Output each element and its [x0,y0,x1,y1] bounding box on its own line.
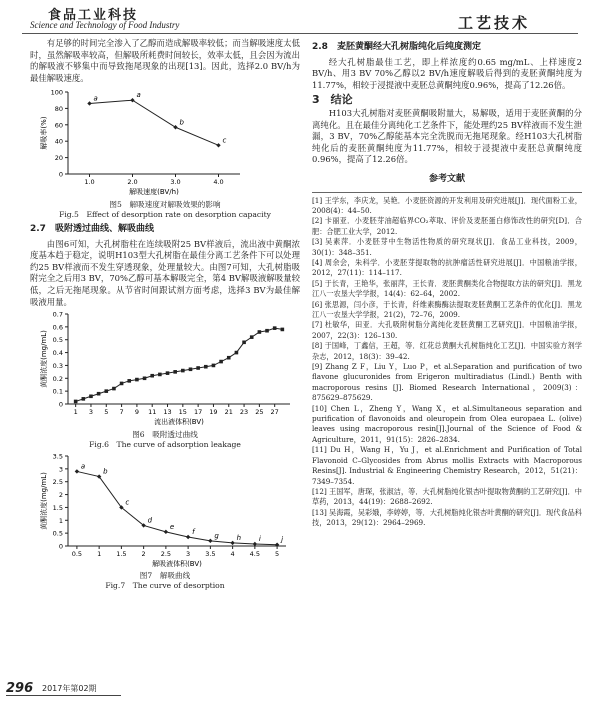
data-point [75,469,79,473]
x-tick-label: 1.5 [116,549,127,558]
data-label: a [80,462,86,471]
x-tick-label: 13 [163,408,172,417]
x-tick-label: 15 [178,408,187,417]
figure-6-caption-cn: 图6 吸附透过曲线 [132,429,198,439]
x-tick-label: 2.0 [127,178,138,187]
x-tick-label: 25 [255,408,264,417]
references-title: 参考文献 [428,173,465,184]
data-label: f [192,527,195,536]
x-tick-label: 7 [119,408,124,417]
x-axis-label: 解吸液体积(BV) [152,559,202,568]
x-tick-label: 1.0 [84,178,95,187]
data-point [253,541,257,545]
reference-item: [4] 周余会，朱科学．小麦胚芽提取物的抗肿瘤活性研究进展[J]．中国粮油学报，2012，27(11)：114–117. [312,257,582,278]
issue-label: 2017年第02期 [42,684,97,693]
figure-5-caption-en: Fig.5 Effect of desorption rate on desorption capacity [59,209,271,219]
y-tick-label: 80 [54,105,63,114]
figure-7-chart [30,450,300,568]
data-point [258,330,262,334]
y-tick-label: 40 [54,138,63,147]
data-label: i [258,534,261,543]
data-label: c [125,498,130,507]
x-tick-label: 3.0 [170,178,181,187]
y-tick-label: 0.6 [52,323,63,332]
data-point [87,102,91,106]
y-tick-label: 0.3 [52,362,63,371]
x-tick-label: 21 [224,408,233,417]
data-point [281,328,285,332]
x-tick-label: 4 [230,549,235,558]
reference-item: [3] 吴素萍．小麦胚芽中生物活性物质的研究现状[J]．食品工业科技，2009，30(1)：348–351. [312,237,582,257]
data-point [219,360,223,364]
data-point [120,382,124,386]
y-tick-label: 0.1 [52,387,63,396]
data-point [273,326,277,330]
data-point [186,535,190,539]
x-tick-label: 11 [148,408,157,417]
paragraph: 经大孔树脂最佳工艺，即上样浓度约0.65 mg/mL、上样速度2 BV/h、用3 BV 70%乙醇以2 BV/h速度解吸后得到的麦胚黄酮纯度为11.77%，相较于浸提液中麦胚总黄酮纯度0.96%，提高了12.26倍。 [312,56,582,90]
y-tick-label: 20 [54,154,63,163]
y-tick-label: 0 [58,170,63,179]
y-tick-label: 1.5 [52,503,63,512]
x-tick-label: 19 [209,408,218,417]
reference-item: [12] 王国军，唐琛，张淑洁，等．大孔树脂纯化银杏叶提取物黄酮的工艺研究[J]．中草药，2013，44(19)：2688–2692. [312,486,582,507]
series-line [90,101,219,146]
data-point [212,364,216,368]
reference-item: [5] 于长青，王艳华，张丽萍，王长青．麦胚黄酮类化合物提取方法的研究[J]．黑龙江八一农垦大学学报，14(4)：62–64，2002. [312,278,582,299]
figure-5-chart [30,84,300,196]
data-label: b [179,118,184,127]
data-point [164,529,168,533]
y-tick-label: 2 [58,490,63,499]
data-point [204,365,208,369]
reference-item: [7] 杜敏华，田亚．大孔吸附树脂分离纯化麦胚黄酮工艺研究[J]．中国粮油学报，2007，22(3)：126–130. [312,320,582,340]
paragraph: 有足够的时间完全渗入了乙醇而造成解吸率较低；而当解吸速度太低时，虽然解吸率较高，但解吸所耗费时间较长，效率太低，且会因为流出的解吸液不够集中而导致拖尾现象的出现[13]。因此，选择2.0 BV/h为最佳解吸速度。 [30,38,300,83]
data-label: d [147,516,153,525]
reference-item: [10] Chen L，Zheng Y，Wang X，et al.Simultaneous separation and purification of flavonoids and oleuropein from Olea europaea L. (olive) leaves using macroporous resin[J].Journal of the Science of Food & Agriculture，2011，91(15)：2826–2834. [312,403,582,444]
x-tick-label: 4.0 [213,178,224,187]
data-point [196,366,200,370]
paragraph: H103大孔树脂对麦胚黄酮吸附量大，易解吸，适用于麦胚黄酮的分离纯化。且在最佳分离纯化工艺条件下，能处理约25 BV样液而不发生泄漏，3 BV，70%乙醇能基本完全洗脱而无拖尾现象。经H103大孔树脂纯化后的麦胚黄酮纯度为11.77%，相较于浸提液中麦胚总黄酮纯度0.96%，提高了12.26倍。 [312,107,582,165]
x-tick-label: 4.5 [249,549,261,558]
y-tick-label: 0.5 [52,529,63,538]
page-number: 296 [6,681,34,696]
data-point [143,377,147,381]
x-tick-label: 17 [193,408,203,417]
data-point [74,400,78,404]
x-tick-label: 1 [97,549,102,558]
y-axis-label: 黄酮浓度(mg/mL) [40,330,48,389]
section-label: 工艺技术 [457,14,530,32]
y-tick-label: 0.5 [52,336,63,345]
data-point [250,335,254,339]
y-tick-label: 0.7 [52,310,63,319]
data-point [150,374,154,378]
data-point [82,397,86,401]
data-label: c [222,136,227,145]
reference-item: [13] 吴海霞，吴彩娥，李婷婷，等．大孔树脂纯化银杏叶黄酮的研究[J]．现代食品科技，2013，29(12)：2964–2969. [312,507,582,528]
y-tick-label: 3 [58,465,63,474]
x-tick-label: 1 [73,408,78,417]
data-point [227,356,231,360]
x-tick-label: 2 [141,549,146,558]
data-point [189,368,193,372]
x-tick-label: 9 [134,408,139,417]
journal-title: 食品工业科技 [48,8,139,23]
y-tick-label: 0.2 [52,374,63,383]
y-tick-label: 0.4 [52,349,63,358]
page-header [0,0,600,34]
data-point [89,395,93,399]
data-point [208,538,212,542]
series-line [77,471,277,544]
reference-item: [2] 卡丽亚．小麦胚芽油超临界CO₂萃取、评价及麦胚蛋白修饰改性的研究[D]．合肥：合肥工业大学，2012. [312,216,582,236]
x-axis-label: 流出液体积(BV) [154,418,204,427]
y-tick-label: 0 [58,400,63,409]
reference-item: [11] Du H，Wang H，Yu J，et al.Enrichment and Purification of Total Flavonoid C–Glycosides from Abrus mollis Extracts with Macroporous Resins[J]. Industrial & Engineering Chemistry Research，2012，51(21)：7349–7354. [312,445,582,486]
footer-rule [6,695,121,696]
page-footer [6,681,126,697]
data-point [158,373,162,377]
data-point [104,389,108,393]
data-point [235,351,239,355]
y-tick-label: 100 [50,88,63,97]
x-tick-label: 5 [104,408,109,417]
data-label: e [169,522,175,531]
journal-subtitle: Science and Technology of Food Industry [30,20,180,30]
data-point [265,329,269,333]
left-column [30,38,300,591]
y-tick-label: 0 [58,542,63,551]
reference-item: [1] 王学东，李庆龙，吴艳．小麦胚资源的开发利用及研究进展[J]．现代面粉工业，2008(4)：44–50. [312,195,582,215]
reference-item: [8] 于国峰，丁鑫信，王超，等．红花总黄酮大孔树脂纯化工艺[J]．中国实验方剂学杂志，2012，18(3)：39–42. [312,341,582,361]
data-point [230,540,234,544]
y-tick-label: 3.5 [52,452,63,461]
y-tick-label: 1 [58,516,63,525]
x-tick-label: 3 [88,408,94,417]
data-point [242,341,246,345]
x-tick-label: 23 [239,408,249,417]
data-label: b [103,467,108,476]
figure-5-caption-cn: 图5 解吸速度对解吸效果的影响 [109,199,221,209]
section-heading: 2.7 吸附透过曲线、解吸曲线 [30,223,154,234]
data-point [173,370,177,374]
x-tick-label: 3 [186,549,191,558]
figure-7-caption-en: Fig.7 The curve of desorption [105,581,225,591]
section-heading: 3 结论 [312,93,353,107]
data-label: j [281,535,284,544]
y-axis-label: 解吸率(%) [40,116,48,150]
right-column [312,38,582,529]
header-rule [22,33,578,34]
reference-item: [6] 张思源，闫小彦，于长青，纤维素酶酶法提取麦胚黄酮工艺条件的优化[J]．黑龙江八一农垦大学学报，21(2)，72–76，2009. [312,299,582,319]
x-tick-label: 0.5 [71,549,83,558]
data-point [97,392,101,396]
data-point [135,378,139,382]
data-point [216,143,220,147]
x-axis-label: 解吸速度(BV/h) [129,188,179,197]
data-label: h [236,533,242,542]
y-tick-label: 60 [54,121,63,130]
x-tick-label: 5 [275,549,280,558]
reference-item: [9] Zhang Z F，Liu Y，Luo P，et al.Separation and purification of two flavone glucuronides from Erigeron multiradiatus (Lindl.) Benth with macroporous resins [J]. Biomed Research International，2009(3)：875629–875629. [312,362,582,403]
figure-6-caption-en: Fig.6 The curve of adsorption leakage [89,439,241,449]
data-label: a [93,94,98,103]
data-label: g [214,531,219,540]
figure-6-chart [30,308,300,426]
reference-list [312,192,582,529]
x-tick-label: 27 [270,408,279,417]
data-point [112,387,116,391]
y-tick-label: 2.5 [52,477,63,486]
figure-7-caption-cn: 图7 解吸曲线 [139,571,191,581]
paragraph: 由图6可知，大孔树脂柱在连续吸附25 BV样液后，流出液中黄酮浓度基本趋于稳定，说明H103型大孔树脂在最佳分离工艺条件下可以处理约25 BV样液而不发生穿透现象，处理量较大。由图7可知，大孔树脂吸附完全之后用3 BV，70%乙醇可基本解吸完全，第4 BV解吸液解吸量较低，之后无拖尾现象。从节省时间跟试剂方面考虑，选择3 BV为最佳解吸液用量。 [30,238,300,307]
section-heading: 2.8 麦胚黄酮经大孔树脂纯化后纯度测定 [312,42,481,52]
data-point [127,379,131,383]
data-label: a [136,91,141,100]
data-point [166,371,170,375]
y-axis-label: 黄酮浓度(mg/mL) [40,471,48,530]
data-point [181,369,185,373]
x-tick-label: 2.5 [160,549,172,558]
x-tick-label: 3.5 [205,549,216,558]
